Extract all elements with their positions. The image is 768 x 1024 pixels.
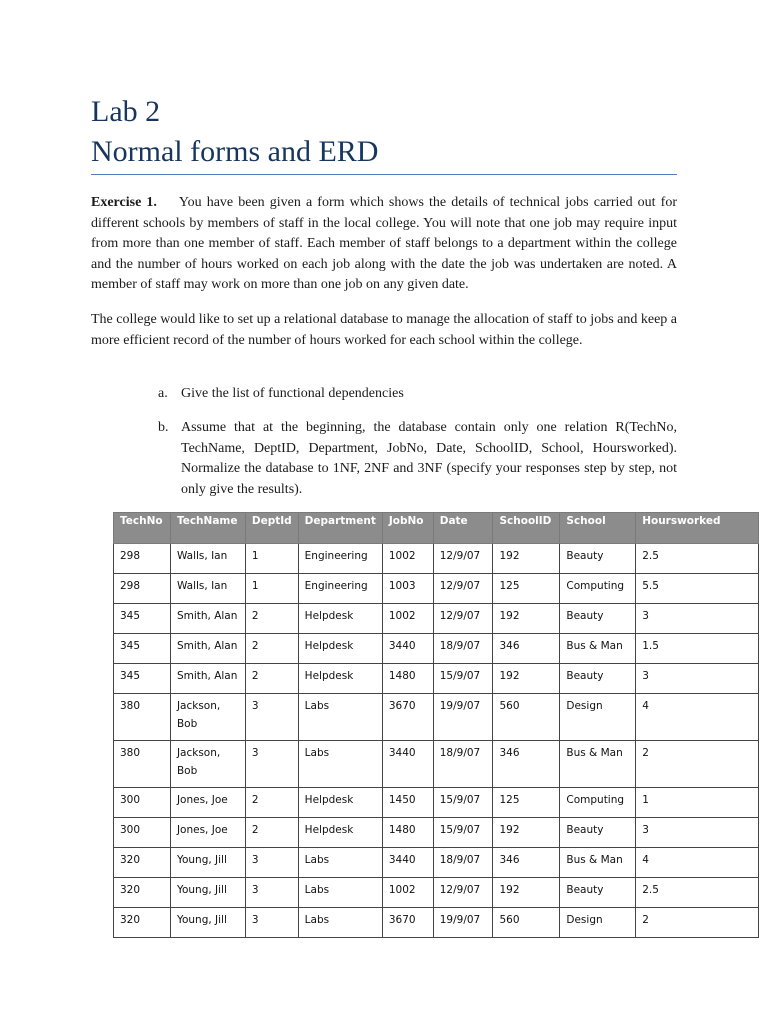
table-cell: 15/9/07 [433,788,493,818]
table-cell: 125 [493,574,560,604]
table-cell: 3 [245,878,298,908]
table-cell: Bus & Man [560,848,636,878]
table-cell: Helpdesk [298,818,382,848]
table-cell: Labs [298,878,382,908]
table-cell: 192 [493,818,560,848]
table-row [114,908,759,938]
table-cell: Young, Jill [170,908,245,938]
table-cell: 1 [245,574,298,604]
table-cell: 19/9/07 [433,694,493,741]
table-row [114,604,759,634]
column-header: DeptId [245,513,298,544]
table-cell: 1 [636,788,759,818]
table-cell: 2 [245,664,298,694]
table-cell: 18/9/07 [433,634,493,664]
table-cell: Bus & Man [560,634,636,664]
table-cell: 1480 [382,818,433,848]
table-cell: Computing [560,574,636,604]
table-row [114,878,759,908]
column-header: TechNo [114,513,171,544]
table-cell: 300 [114,788,171,818]
table-cell: Young, Jill [170,878,245,908]
table-cell: 346 [493,634,560,664]
table-cell: 560 [493,694,560,741]
table-cell: Helpdesk [298,604,382,634]
table-cell: 15/9/07 [433,664,493,694]
table-cell: Walls, Ian [170,544,245,574]
table-cell: Beauty [560,664,636,694]
table-cell: 3 [636,604,759,634]
document-title: Lab 2 [91,95,161,128]
table-cell: 2 [245,604,298,634]
table-cell: 192 [493,604,560,634]
title-divider [91,174,677,175]
table-cell: 560 [493,908,560,938]
list-marker: a. [158,386,168,401]
column-header: Date [433,513,493,544]
table-cell: Smith, Alan [170,664,245,694]
table-cell: Bus & Man [560,741,636,788]
table-cell: 3440 [382,848,433,878]
table-cell: Smith, Alan [170,634,245,664]
table-cell: Jones, Joe [170,788,245,818]
table-cell: Design [560,694,636,741]
exercise-paragraph-2: The college would like to set up a relational database to manage the allocation of staff to jobs and keep a more efficient record of the number of hours worked for each school within the college. [91,312,677,348]
jobs-table [113,512,759,938]
list-item-text: Give the list of functional dependencies [181,386,404,401]
table-row [114,544,759,574]
table-cell: 1.5 [636,634,759,664]
exercise-paragraph-1-text: You have been given a form which shows the details of technical jobs carried out for different schools by members of staff in the local college. You will note that one job may require input from more than one member of staff. Each member of staff belongs to a department within the college and the number of hours worked on each job along with the date the job was undertaken are noted. A member of staff may work on more than one job on any given date. [91,195,678,292]
table-cell: 1002 [382,878,433,908]
table-row [114,664,759,694]
table-cell: Walls, Ian [170,574,245,604]
exercise-paragraph-1 [91,193,677,296]
table-cell: 3 [636,818,759,848]
table-cell: 346 [493,848,560,878]
table-cell: 2 [636,741,759,788]
list-item-text: Assume that at the beginning, the database contain only one relation R(TechNo, TechName, DeptID, Department, JobNo, Date, SchoolID, School, Hoursworked). Normalize the database to 1NF, 2NF and 3NF (specify your responses step by step, not only give the results). [181,420,677,497]
table-cell: Labs [298,694,382,741]
table-cell: Young, Jill [170,848,245,878]
table-cell: Jones, Joe [170,818,245,848]
table-row [114,634,759,664]
table-cell: 2.5 [636,544,759,574]
table-cell: 380 [114,741,171,788]
table-cell: 12/9/07 [433,544,493,574]
table-cell: Beauty [560,878,636,908]
table-cell: 1002 [382,544,433,574]
table-row [114,741,759,788]
table-cell: 2.5 [636,878,759,908]
table-cell: Beauty [560,818,636,848]
table-cell: Beauty [560,604,636,634]
table-cell: 345 [114,604,171,634]
table-cell: 19/9/07 [433,908,493,938]
table-cell: 18/9/07 [433,741,493,788]
table-cell: 3670 [382,694,433,741]
column-header: School [560,513,636,544]
table-cell: 2 [636,908,759,938]
table-cell: 346 [493,741,560,788]
list-marker: b. [158,420,169,435]
table-header-row [114,513,759,544]
table-row [114,788,759,818]
document-subtitle: Normal forms and ERD [91,135,379,168]
column-header: Hoursworked [636,513,759,544]
table-cell: 12/9/07 [433,604,493,634]
table-cell: 298 [114,574,171,604]
table-cell: 300 [114,818,171,848]
table-cell: 3 [245,694,298,741]
table-cell: 192 [493,664,560,694]
table-cell: 1002 [382,604,433,634]
table-cell: 320 [114,848,171,878]
column-header: SchoolID [493,513,560,544]
table-cell: Jackson, Bob [170,694,245,741]
table-cell: Helpdesk [298,788,382,818]
table-cell: Computing [560,788,636,818]
table-cell: 3440 [382,741,433,788]
table-cell: 345 [114,634,171,664]
table-cell: 3670 [382,908,433,938]
table-cell: 125 [493,788,560,818]
table-cell: 2 [245,818,298,848]
table-cell: 3 [245,908,298,938]
table-cell: 320 [114,878,171,908]
table-cell: Labs [298,848,382,878]
table-cell: 192 [493,878,560,908]
table-cell: Smith, Alan [170,604,245,634]
table-cell: 380 [114,694,171,741]
column-header: JobNo [382,513,433,544]
table-cell: 192 [493,544,560,574]
table-cell: Engineering [298,544,382,574]
table-cell: 3 [636,664,759,694]
table-cell: 1 [245,544,298,574]
table-cell: 1480 [382,664,433,694]
table-row [114,818,759,848]
table-cell: Engineering [298,574,382,604]
table-cell: 345 [114,664,171,694]
table-cell: 5.5 [636,574,759,604]
table-cell: 320 [114,908,171,938]
table-cell: 2 [245,788,298,818]
table-cell: Beauty [560,544,636,574]
table-cell: Design [560,908,636,938]
table-cell: 1450 [382,788,433,818]
table-cell: Labs [298,741,382,788]
table-row [114,694,759,741]
table-cell: 3 [245,848,298,878]
column-header: TechName [170,513,245,544]
table-row [114,574,759,604]
exercise-label: Exercise 1. [91,195,157,210]
table-cell: Helpdesk [298,634,382,664]
table-cell: Jackson, Bob [170,741,245,788]
table-cell: 12/9/07 [433,878,493,908]
table-cell: Labs [298,908,382,938]
table-row [114,848,759,878]
table-cell: 1003 [382,574,433,604]
table-cell: Helpdesk [298,664,382,694]
table-cell: 4 [636,848,759,878]
table-cell: 298 [114,544,171,574]
table-cell: 2 [245,634,298,664]
table-cell: 18/9/07 [433,848,493,878]
table-cell: 4 [636,694,759,741]
table-cell: 3440 [382,634,433,664]
table-cell: 12/9/07 [433,574,493,604]
table-cell: 15/9/07 [433,818,493,848]
column-header: Department [298,513,382,544]
table-cell: 3 [245,741,298,788]
